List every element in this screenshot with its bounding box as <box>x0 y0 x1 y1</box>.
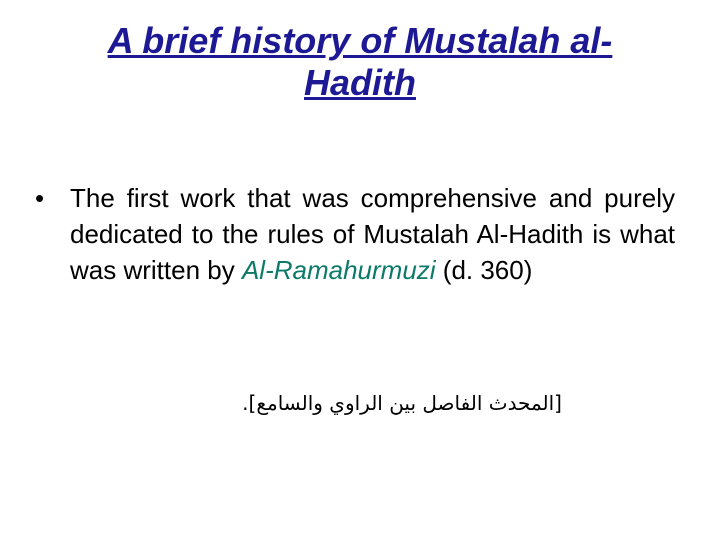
bullet-point <box>35 180 675 288</box>
slide-title-line-2: Hadith <box>304 62 416 103</box>
slide-title-line-1: A brief history of Mustalah al- <box>107 20 613 61</box>
bullet-text <box>70 180 675 288</box>
slide-title <box>60 20 660 104</box>
arabic-book-title: [المحدث الفاصل بين الراوي والسامع]. <box>242 391 562 415</box>
bullet-text-end: (d. 360) <box>435 255 533 285</box>
bullet-icon: • <box>35 183 45 213</box>
bullet-text-start: The first work that was comprehensive and purely dedicated to the rules of Mustalah Al-Hadith is what was written by <box>70 183 675 285</box>
author-name: Al-Ramahurmuzi <box>241 255 436 285</box>
